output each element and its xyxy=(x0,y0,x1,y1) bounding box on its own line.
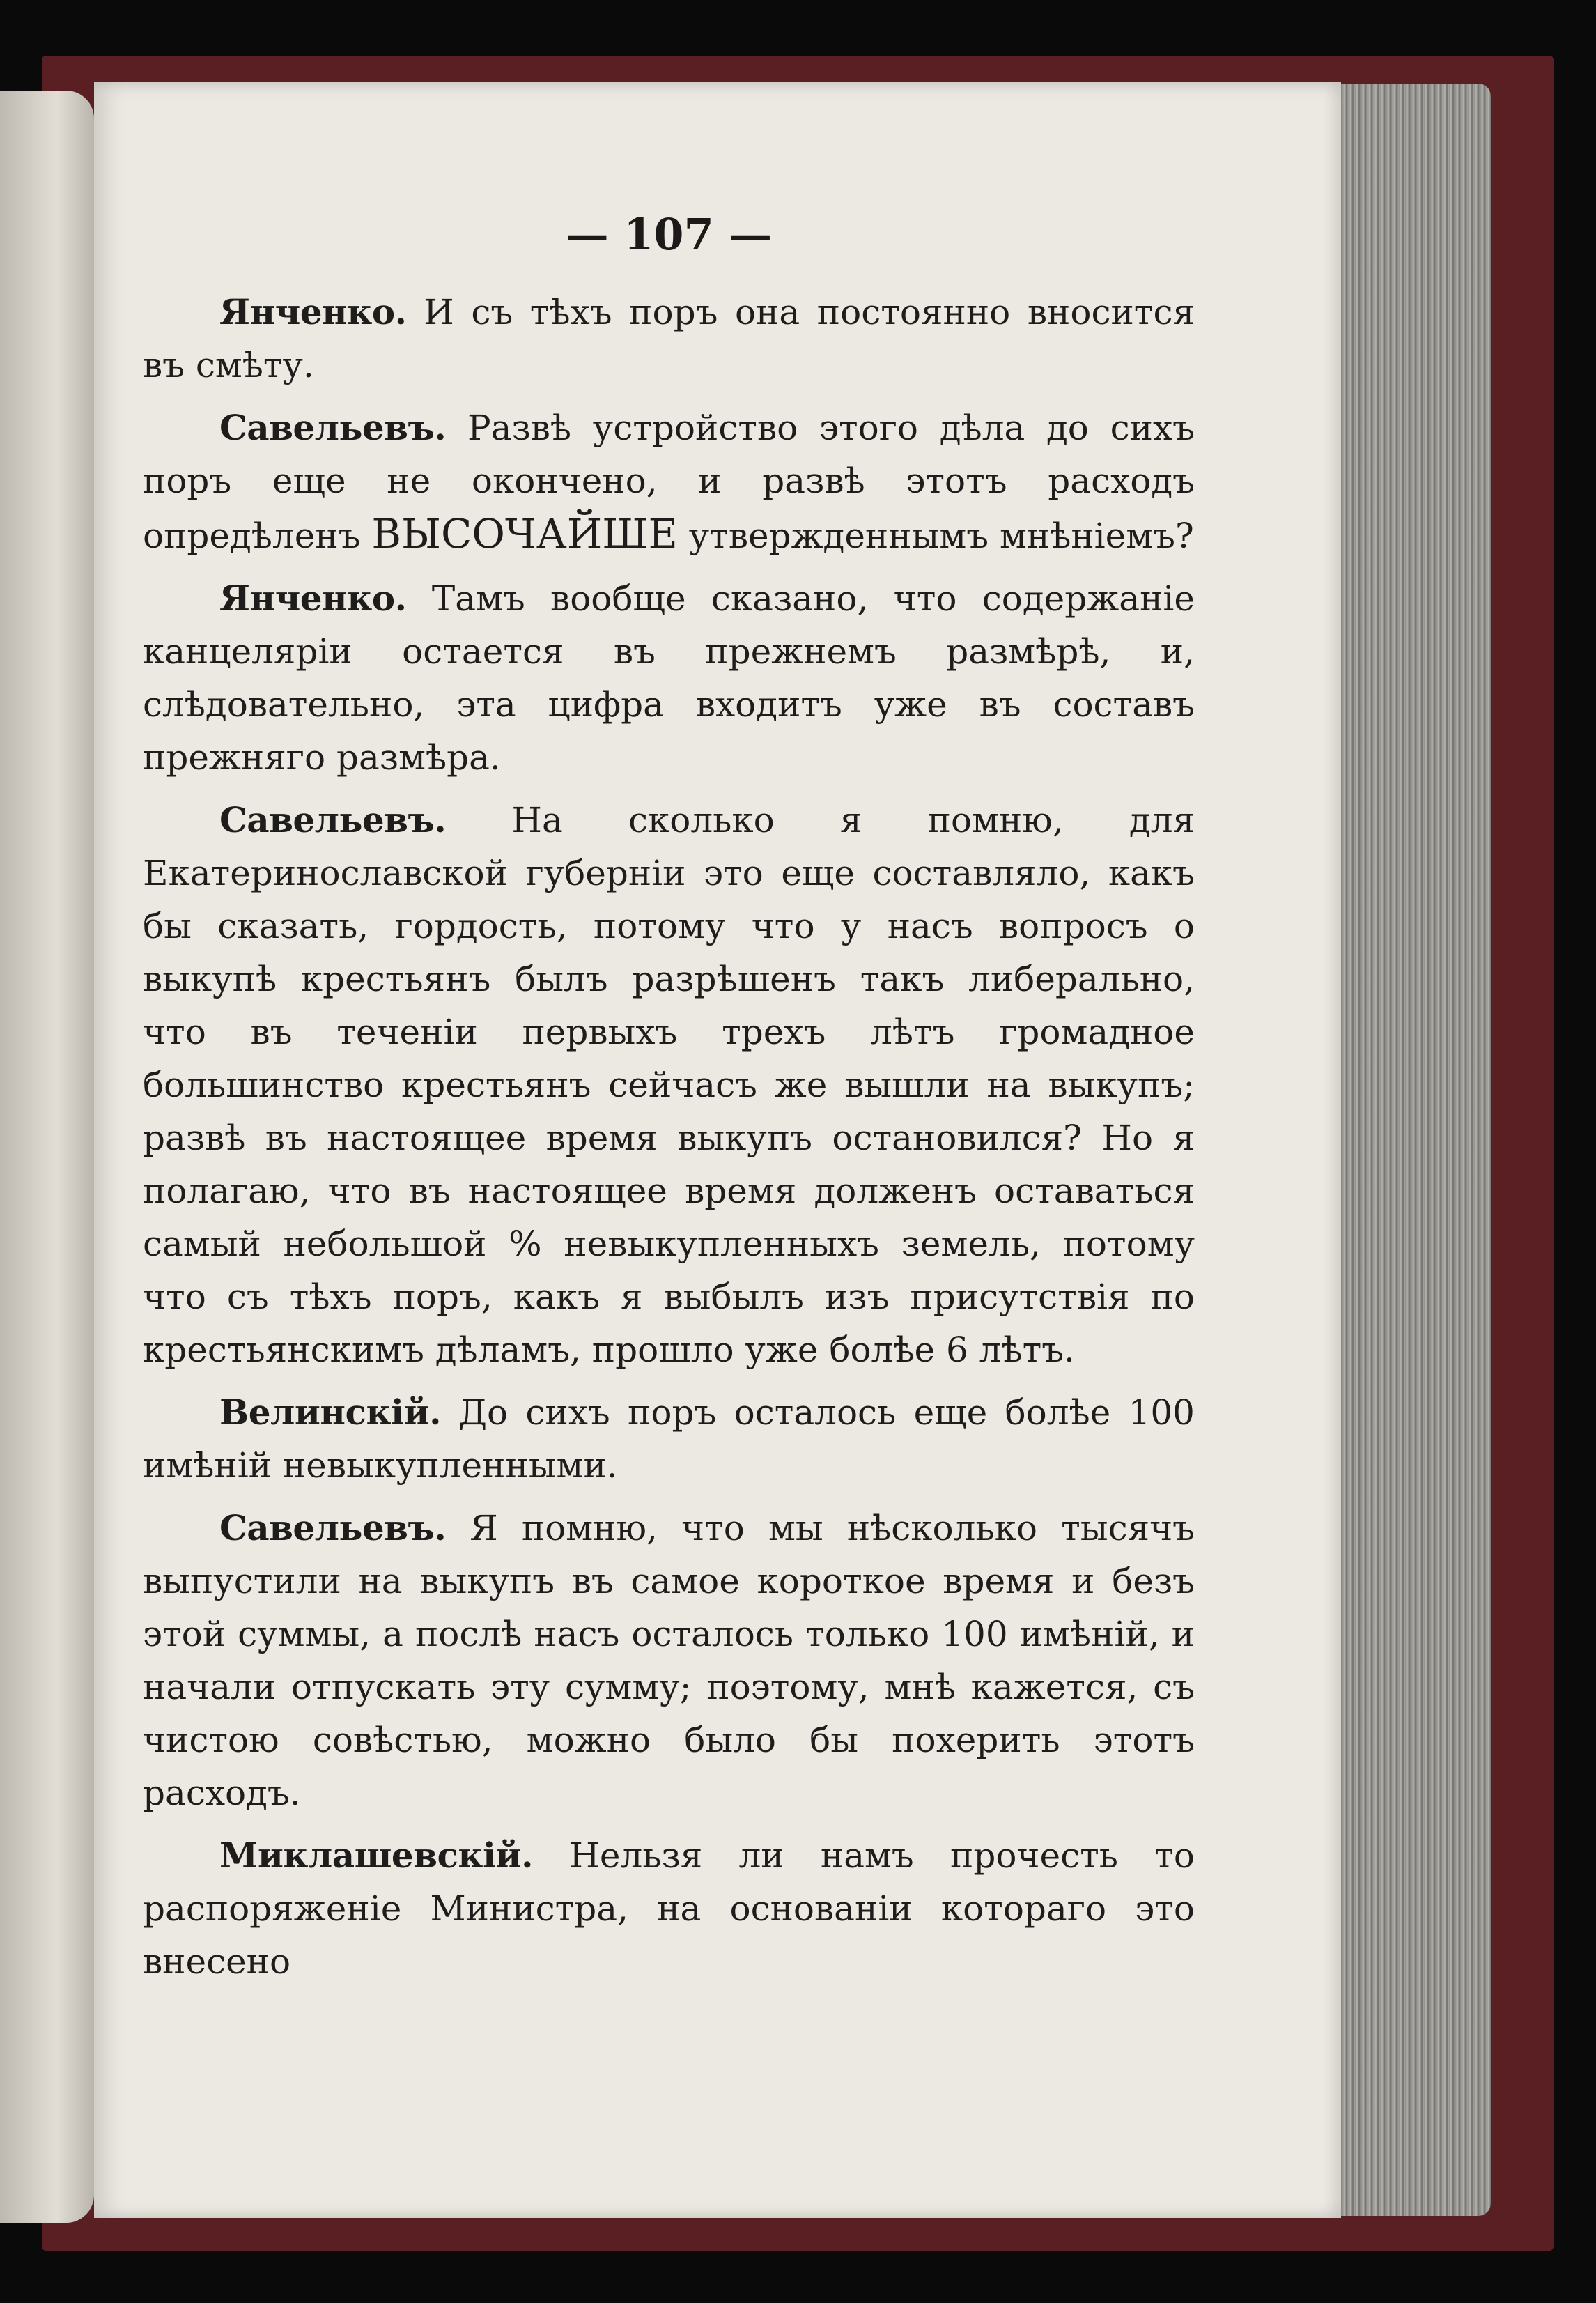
paragraph xyxy=(143,401,1195,562)
paragraph xyxy=(143,572,1195,784)
speaker-name: Янченко. xyxy=(219,578,407,619)
speaker-name: Савельевъ. xyxy=(219,799,447,840)
speaker-name: Савельевъ. xyxy=(219,1507,447,1548)
speaker-name: Велинскій. xyxy=(219,1392,442,1433)
paragraph-text: утвержденнымъ мнѣніемъ? xyxy=(677,516,1194,556)
page-number: — 107 — xyxy=(565,209,773,260)
page-stack-edge xyxy=(1324,84,1491,2216)
paragraph xyxy=(143,1502,1195,1819)
paragraph xyxy=(143,1829,1195,1988)
paragraph-text: Тамъ вообще сказано, что содержаніе канцеляріи остается въ прежнемъ размѣрѣ, и, слѣдовательно, эта цифра входитъ уже въ составъ прежняго размѣра. xyxy=(143,578,1195,778)
paragraph xyxy=(143,286,1195,392)
speaker-name: Янченко. xyxy=(219,291,407,332)
page-body xyxy=(143,286,1195,1998)
paragraph-text: До сихъ поръ осталось еще болѣе 100 имѣній невыкупленными. xyxy=(143,1392,1195,1486)
left-page-edge xyxy=(0,91,94,2223)
emphasized-word: ВЫСОЧАЙШЕ xyxy=(371,510,678,557)
paragraph-text: Я помню, что мы нѣсколько тысячъ выпустили на выкупъ въ самое короткое время и безъ этой суммы, а послѣ насъ осталось только 100 имѣній, и начали отпускать эту сумму; поэтому, мнѣ кажется, съ чистою совѣстью, можно было бы похерить этотъ расходъ. xyxy=(143,1508,1195,1813)
paragraph-text: На сколько я помню, для Екатеринославской губерніи это еще составляло, какъ бы сказать, гордость, потому что у насъ вопросъ о выкупѣ крестьянъ былъ разрѣшенъ такъ либерально, что въ теченіи первыхъ трехъ лѣтъ громадное большинство крестьянъ сейчасъ же вышли на выкупъ; развѣ въ настоящее время выкупъ остановился? Но я полагаю, что въ настоящее время долженъ оставаться самый небольшой % невыкупленныхъ земель, потому что съ тѣхъ поръ, какъ я выбылъ изъ присутствія по крестьянскимъ дѣламъ, прошло уже болѣе 6 лѣтъ. xyxy=(143,800,1195,1370)
speaker-name: Миклашевскій. xyxy=(219,1835,534,1876)
speaker-name: Савельевъ. xyxy=(219,407,447,448)
paragraph-text: Развѣ устройство этого дѣла до сихъ поръ еще не окончено, и развѣ этотъ расходъ опредѣленъ xyxy=(143,408,1195,556)
paragraph xyxy=(143,794,1195,1376)
paragraph xyxy=(143,1386,1195,1492)
paragraph-text: Нельзя ли намъ прочесть то распоряженіе Министра, на основаніи котораго это внесено xyxy=(143,1835,1195,1982)
paragraph-text: И съ тѣхъ поръ она постоянно вносится въ смѣту. xyxy=(143,292,1195,385)
